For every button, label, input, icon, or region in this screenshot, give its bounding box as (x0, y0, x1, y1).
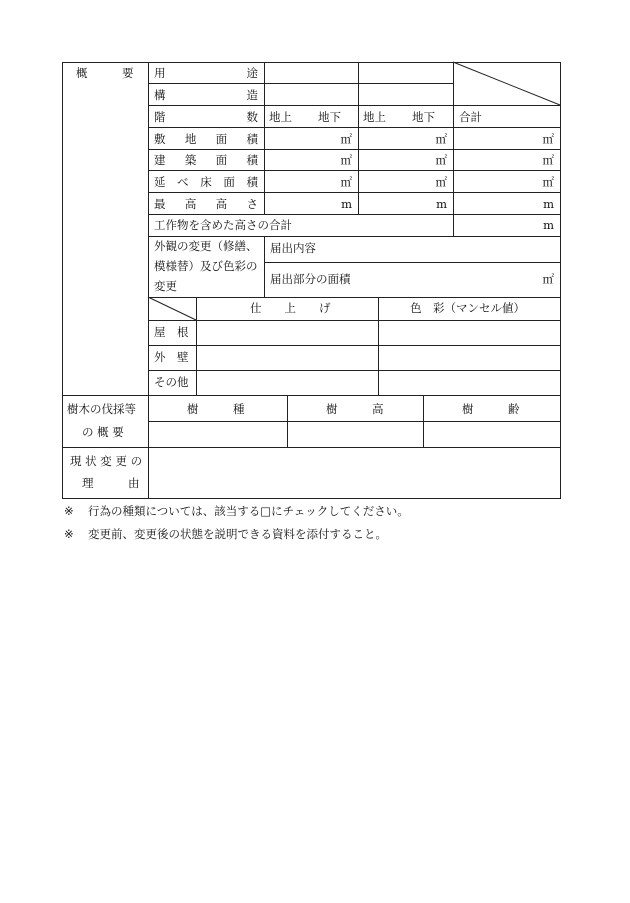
note-mark-1: ※ (64, 504, 74, 518)
note-2 (64, 526, 387, 542)
floors-total: 合計 (459, 110, 482, 124)
row-line-6 (148, 192, 560, 193)
tree-col-line-2 (423, 395, 424, 447)
unit-site-3: ㎡ (542, 132, 554, 146)
note-2-text: 変更前、変更後の状態を説明できる資料を添付すること。 (88, 527, 387, 541)
row-label-total-floor-area: 延 べ 床 面 積 (154, 175, 258, 189)
finish-row-roof: 屋 根 (154, 325, 189, 339)
unit-site-2: ㎡ (435, 132, 447, 146)
row-line-13 (148, 370, 560, 371)
overview-label: 概 要 (76, 66, 134, 80)
exterior-label-line2: 模様替）及び色彩の (154, 259, 258, 273)
unit-building-1: ㎡ (340, 153, 352, 167)
unit-notice-area: ㎡ (542, 272, 554, 286)
exterior-label-line3: 変更 (154, 279, 177, 293)
row-line-7 (148, 214, 560, 215)
note-1 (64, 503, 409, 519)
col-line-d (264, 236, 265, 297)
unit-height-2: m (436, 197, 447, 211)
color-header: 色 彩（マンセル値） (410, 301, 525, 315)
row-label-site-area: 敷 地 面 積 (154, 132, 258, 146)
note-1-text: 行為の種類については、該当する□にチェックしてください。 (88, 504, 409, 518)
tree-col-line-1 (287, 395, 288, 447)
tree-row-line (148, 421, 560, 422)
row-line-4 (148, 149, 560, 150)
notice-area-label: 届出部分の面積 (270, 272, 351, 286)
row-label-max-height: 最 高 高 さ (154, 197, 258, 211)
row-line-10 (148, 297, 560, 298)
finish-header: 仕 上 げ (250, 301, 331, 315)
unit-floor-3: ㎡ (542, 175, 554, 189)
col-line-a (264, 62, 265, 214)
col-line-b (358, 62, 359, 214)
reason-label-2: 理 由 (82, 476, 140, 490)
unit-building-3: ㎡ (542, 153, 554, 167)
tree-age-header: 樹 齢 (462, 402, 520, 416)
unit-site-1: ㎡ (340, 132, 352, 146)
section-divider-2 (62, 447, 560, 448)
exterior-label-line1: 外観の変更（修繕、 (154, 239, 258, 253)
tree-species-header: 樹 種 (187, 402, 245, 416)
diagonal-slash-finish (148, 297, 196, 320)
unit-building-2: ㎡ (435, 153, 447, 167)
col-line-e (196, 297, 197, 395)
reason-label: 現 状 変 更 の (70, 454, 143, 468)
row-line-11 (148, 320, 560, 321)
row-label-total-height: 工作物を含めた高さの合計 (154, 218, 292, 232)
unit-height-3: m (543, 197, 554, 211)
diagonal-slash-top (453, 62, 560, 105)
row-line-1 (148, 83, 453, 84)
trees-label-2: の 概 要 (82, 425, 124, 439)
notice-content-label: 届出内容 (270, 241, 316, 255)
note-mark-2: ※ (64, 527, 74, 541)
floors-below-1: 地下 (318, 110, 341, 124)
border-right (560, 62, 561, 498)
col-line-f (378, 297, 379, 395)
trees-label: 樹木の伐採等 (67, 402, 136, 416)
floors-below-2: 地下 (412, 110, 435, 124)
unit-floor-1: ㎡ (340, 175, 352, 189)
row-label-structure: 構 造 (154, 88, 258, 102)
row-line-5 (148, 170, 560, 171)
finish-row-wall: 外 壁 (154, 350, 189, 364)
floors-above-2: 地上 (363, 110, 386, 124)
unit-height-1: m (341, 197, 352, 211)
border-left (62, 62, 63, 498)
tree-height-header: 樹 高 (326, 402, 384, 416)
row-line-8 (148, 236, 560, 237)
row-label-building-area: 建 築 面 積 (154, 153, 258, 167)
border-bottom (62, 498, 561, 499)
row-label-use: 用 途 (154, 66, 258, 80)
row-line-3 (148, 127, 560, 128)
floors-above-1: 地上 (269, 110, 292, 124)
row-label-floors: 階 数 (154, 110, 258, 124)
row-line-2 (148, 105, 560, 106)
application-form-table (62, 62, 560, 498)
row-line-9 (264, 262, 560, 263)
unit-floor-2: ㎡ (435, 175, 447, 189)
section-divider-1 (62, 395, 560, 396)
row-line-12 (148, 345, 560, 346)
finish-row-other: その他 (154, 375, 189, 389)
unit-total-height: m (543, 218, 554, 232)
